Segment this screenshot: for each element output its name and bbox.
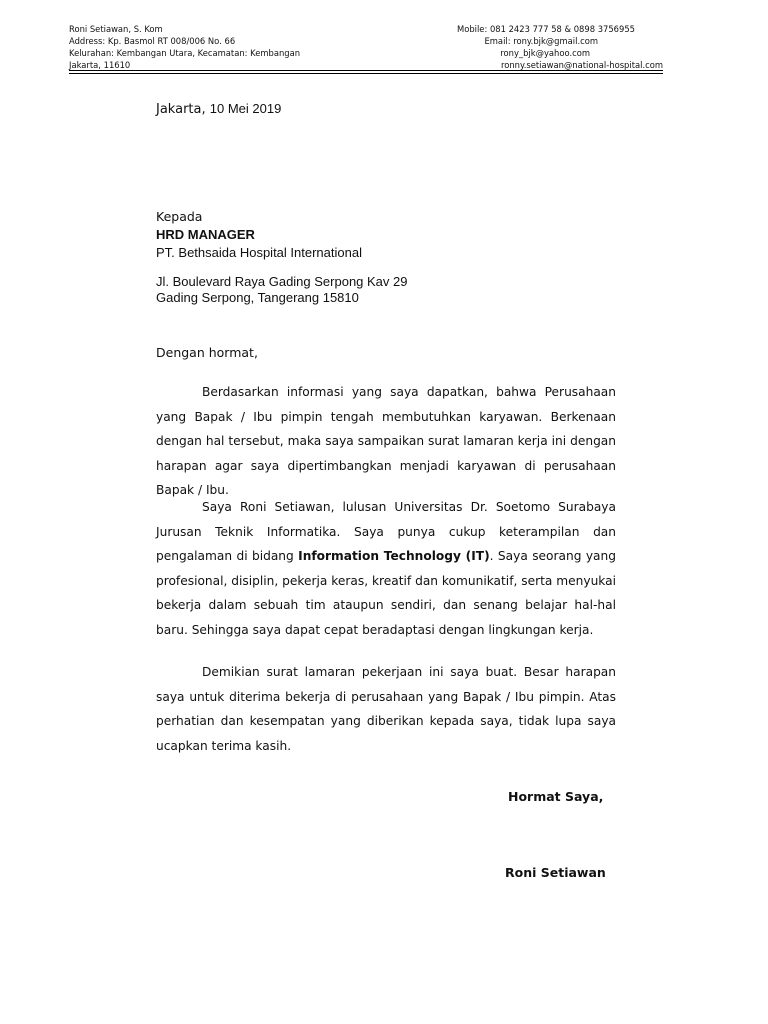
recipient-title: HRD MANAGER — [156, 227, 255, 242]
sender-mobile: Mobile: 081 2423 777 58 & 0898 3756955 — [456, 24, 635, 34]
paragraph-2-intro: Saya Roni Setiawan, lulusan Universitas Dr. Soetomo Surabaya Jurusan Teknik Informatika. Saya punya cukup keterampilan dan pengalaman di bidang — [156, 500, 616, 563]
place-date — [156, 101, 281, 117]
letterhead-row-2 — [69, 35, 663, 47]
recipient-address — [156, 274, 408, 306]
recipient-block — [156, 208, 362, 262]
recipient-company: PT. Bethsaida Hospital International — [156, 245, 362, 260]
sender-email-1: Email: rony.bjk@gmail.com — [484, 36, 598, 46]
body-paragraph-3: Demikian surat lamaran pekerjaan ini saya buat. Besar harapan saya untuk diterima bekerja di perusahaan yang Bapak / Ibu pimpin. Atas perhatian dan kesempatan yang diberikan kepada saya, tidak lupa saya ucapkan terima kasih. — [156, 665, 616, 753]
sender-address-line-2: Kelurahan: Kembangan Utara, Kecamatan: Kembangan — [69, 48, 301, 58]
paragraph-2-field-highlight: Information Technology (IT) — [298, 549, 490, 563]
sender-email-2: rony_bjk@yahoo.com — [500, 48, 590, 58]
closing: Hormat Saya, — [508, 789, 604, 804]
sender-address-line-1: Address: Kp. Basmol RT 008/006 No. 66 — [69, 36, 236, 46]
letterhead — [69, 23, 663, 71]
sender-name: Roni Setiawan, S. Kom — [69, 24, 163, 34]
body-paragraph-1: Berdasarkan informasi yang saya dapatkan, bahwa Perusahaan yang Bapak / Ibu pimpin tengah membutuhkan karyawan. Berkenaan dengan hal tersebut, maka saya sampaikan surat lamaran kerja ini dengan harapan agar saya dipertimbangkan menjadi karyawan di perusahaan Bapak / Ibu. — [156, 385, 616, 497]
recipient-address-line-2: Gading Serpong, Tangerang 15810 — [156, 290, 359, 305]
body-paragraph-2 — [156, 495, 616, 642]
signature-name: Roni Setiawan — [505, 865, 606, 880]
recipient-address-line-1: Jl. Boulevard Raya Gading Serpong Kav 29 — [156, 274, 408, 289]
letterhead-divider — [69, 70, 663, 71]
paragraph-2-rest: . Saya seorang yang profesional, disiplin, pekerja keras, kreatif dan komunikatif, serta menyukai bekerja dalam sebuah tim ataupun sendiri, dan senang belajar hal-hal baru. Sehingga saya dapat cepat beradaptasi dengan lingkungan kerja. — [156, 549, 616, 637]
place: Jakarta, — [156, 102, 206, 117]
letterhead-divider-thin — [69, 73, 663, 74]
recipient-kepada: Kepada — [156, 209, 203, 224]
letterhead-row-1 — [69, 23, 663, 35]
sender-email-3: ronny.setiawan@national-hospital.com — [500, 60, 663, 70]
letter-date: 10 Mei 2019 — [209, 101, 282, 116]
letterhead-row-3 — [69, 47, 663, 59]
salutation: Dengan hormat, — [156, 345, 258, 360]
sender-address-line-3: Jakarta, 11610 — [69, 60, 131, 70]
